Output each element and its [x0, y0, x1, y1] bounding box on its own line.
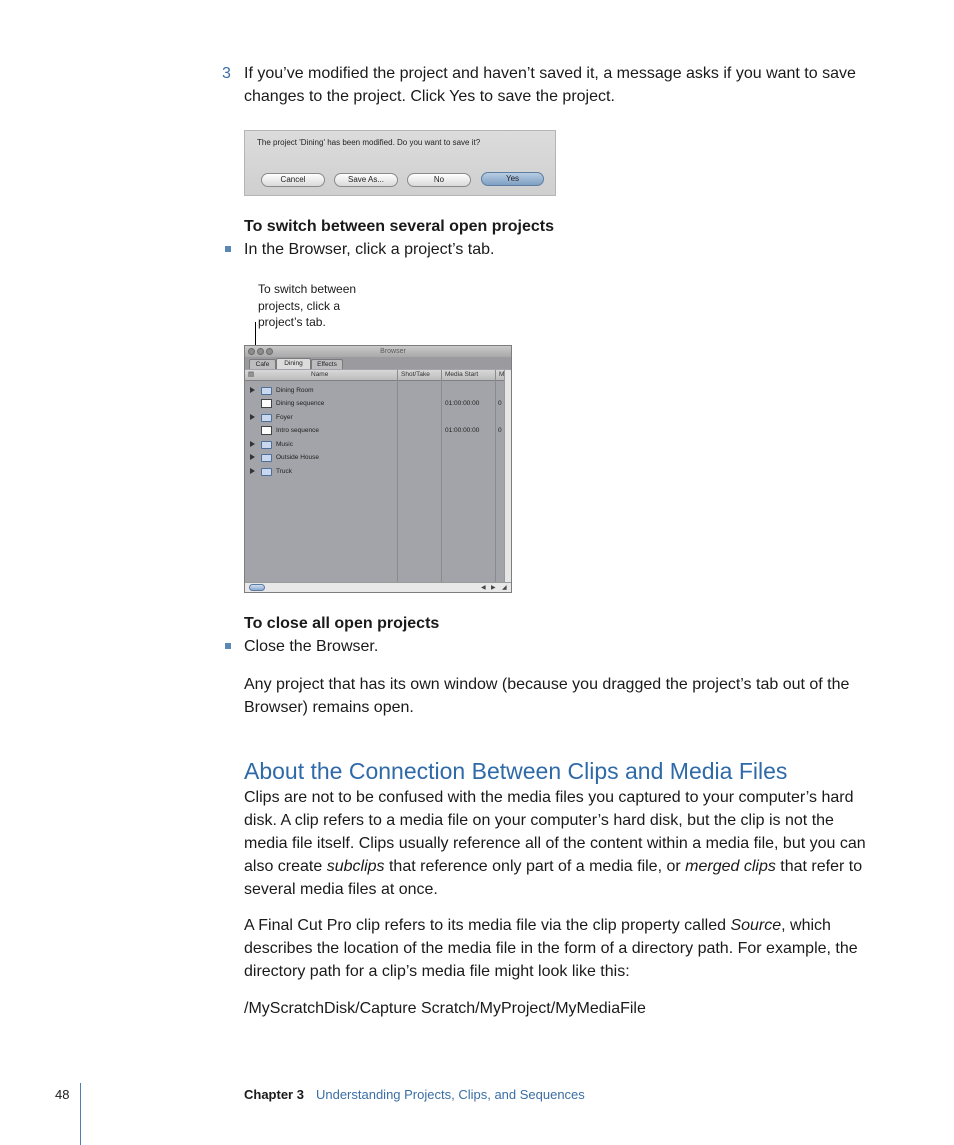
page-number: 48 [55, 1087, 70, 1102]
callout-line-2: projects, click a [258, 298, 341, 313]
step-text-line-2: changes to the project. Click Yes to save the project. [244, 88, 615, 105]
tab-dining[interactable]: Dining [276, 358, 311, 369]
browser-row-dining-room[interactable] [245, 384, 511, 397]
row-name: Dining Room [276, 387, 314, 394]
chapter-label: Chapter 3 [244, 1087, 304, 1102]
scroll-left-arrow-icon[interactable]: ◀ [481, 585, 486, 591]
horizontal-scrollbar[interactable] [245, 582, 511, 593]
save-as-button[interactable]: Save As... [334, 173, 398, 187]
bullet-icon [225, 246, 231, 252]
disclosure-triangle-icon[interactable] [250, 454, 255, 460]
browser-title: Browser [380, 348, 406, 355]
step-number: 3 [222, 65, 231, 82]
close-projects-bullet: Close the Browser. [244, 638, 379, 655]
text-run: that reference only part of a media file, or [384, 858, 686, 875]
row-media-start: 01:00:00:00 [445, 427, 480, 434]
about-para-2-line-2: describes the location of the media file in the form of a directory path. For example, the [244, 940, 858, 957]
disclosure-triangle-icon[interactable] [250, 387, 255, 393]
vertical-scrollbar[interactable] [504, 370, 511, 582]
scroll-thumb[interactable] [249, 584, 265, 591]
chapter-footer [244, 1087, 585, 1102]
disclosure-triangle-icon[interactable] [250, 414, 255, 420]
row-name: Music [276, 441, 293, 448]
step-text-line-1: If you’ve modified the project and haven’t saved it, a message asks if you want to save [244, 65, 856, 82]
cancel-button[interactable]: Cancel [261, 173, 325, 187]
browser-row-foyer[interactable] [245, 411, 511, 424]
column-header-row [245, 370, 511, 381]
browser-window-screenshot [244, 345, 512, 593]
tab-callout [258, 281, 378, 331]
chapter-title: Understanding Projects, Clips, and Sequences [315, 1087, 585, 1102]
term-source: Source [730, 917, 782, 934]
column-name[interactable]: Name [311, 371, 329, 378]
text-run: that refer to [775, 858, 863, 875]
about-para-2-line-1 [244, 914, 831, 937]
switch-projects-bullet: In the Browser, click a project’s tab. [244, 241, 495, 258]
dialog-message: The project 'Dining' has been modified. Do you want to save it? [257, 138, 481, 147]
tab-cafe[interactable]: Cafe [249, 359, 276, 369]
bin-folder-icon [261, 387, 272, 395]
text-run: also create [244, 858, 327, 875]
term-subclips: subclips [326, 858, 385, 875]
bullet-icon [225, 643, 231, 649]
row-extra: 0 [498, 427, 502, 434]
about-para-1-line-3: media file itself. Clips usually reference all of the content within a media file, but you can [244, 835, 866, 852]
disclosure-triangle-icon[interactable] [250, 441, 255, 447]
sequence-icon [261, 399, 272, 408]
footer-rule [80, 1083, 81, 1145]
row-name: Truck [276, 468, 293, 475]
column-more[interactable]: M [499, 371, 505, 378]
row-extra: 0 [498, 400, 502, 407]
row-name: Intro sequence [276, 427, 320, 434]
section-heading: About the Connection Between Clips and Media Files [244, 758, 788, 784]
row-name: Foyer [276, 414, 293, 421]
browser-row-outside-house[interactable] [245, 451, 511, 464]
callout-line-1: To switch between [258, 282, 357, 296]
tab-effects[interactable]: Effects [311, 359, 343, 369]
example-directory-path: /MyScratchDisk/Capture Scratch/MyProject/MyMediaFile [244, 1000, 646, 1017]
bin-folder-icon [261, 414, 272, 422]
callout-line-3: project’s tab. [258, 315, 326, 329]
save-dialog-screenshot [244, 130, 556, 196]
browser-row-truck[interactable] [245, 465, 511, 478]
row-name: Dining sequence [276, 400, 325, 407]
about-para-1-line-4 [244, 855, 862, 878]
close-projects-para-line-1: Any project that has its own window (because you dragged the project’s tab out of the [244, 676, 850, 693]
browser-row-dining-sequence[interactable] [245, 397, 511, 410]
browser-row-intro-sequence[interactable] [245, 424, 511, 437]
yes-button[interactable]: Yes [481, 172, 544, 186]
bin-folder-icon [261, 441, 272, 449]
about-para-1-line-2: disk. A clip refers to a media file on your computer’s hard disk, but the clip is not the [244, 812, 834, 829]
row-media-start: 01:00:00:00 [445, 400, 480, 407]
about-para-2-line-3: directory path for a clip’s media file might look like this: [244, 963, 630, 980]
clip-icon: ▤ [248, 371, 255, 378]
text-run: , which [781, 917, 831, 934]
term-merged-clips: merged clips [685, 858, 776, 875]
no-button[interactable]: No [407, 173, 471, 187]
bin-folder-icon [261, 454, 272, 462]
about-para-1-line-5: several media files at once. [244, 881, 438, 898]
close-projects-para-line-2: Browser) remains open. [244, 699, 414, 716]
browser-row-music[interactable] [245, 438, 511, 451]
close-projects-heading: To close all open projects [244, 615, 440, 632]
scroll-right-arrow-icon[interactable]: ▶ [491, 585, 496, 591]
resize-grip-icon[interactable]: ◢ [502, 585, 507, 591]
row-name: Outside House [276, 454, 319, 461]
disclosure-triangle-icon[interactable] [250, 468, 255, 474]
bin-folder-icon [261, 468, 272, 476]
column-shot-take[interactable]: Shot/Take [401, 371, 430, 378]
column-media-start[interactable]: Media Start [445, 371, 479, 378]
about-para-1-line-1: Clips are not to be confused with the media files you captured to your computer’s hard [244, 789, 854, 806]
switch-projects-heading: To switch between several open projects [244, 218, 555, 235]
text-run: A Final Cut Pro clip refers to its media file via the clip property called [244, 917, 731, 934]
sequence-icon [261, 426, 272, 435]
